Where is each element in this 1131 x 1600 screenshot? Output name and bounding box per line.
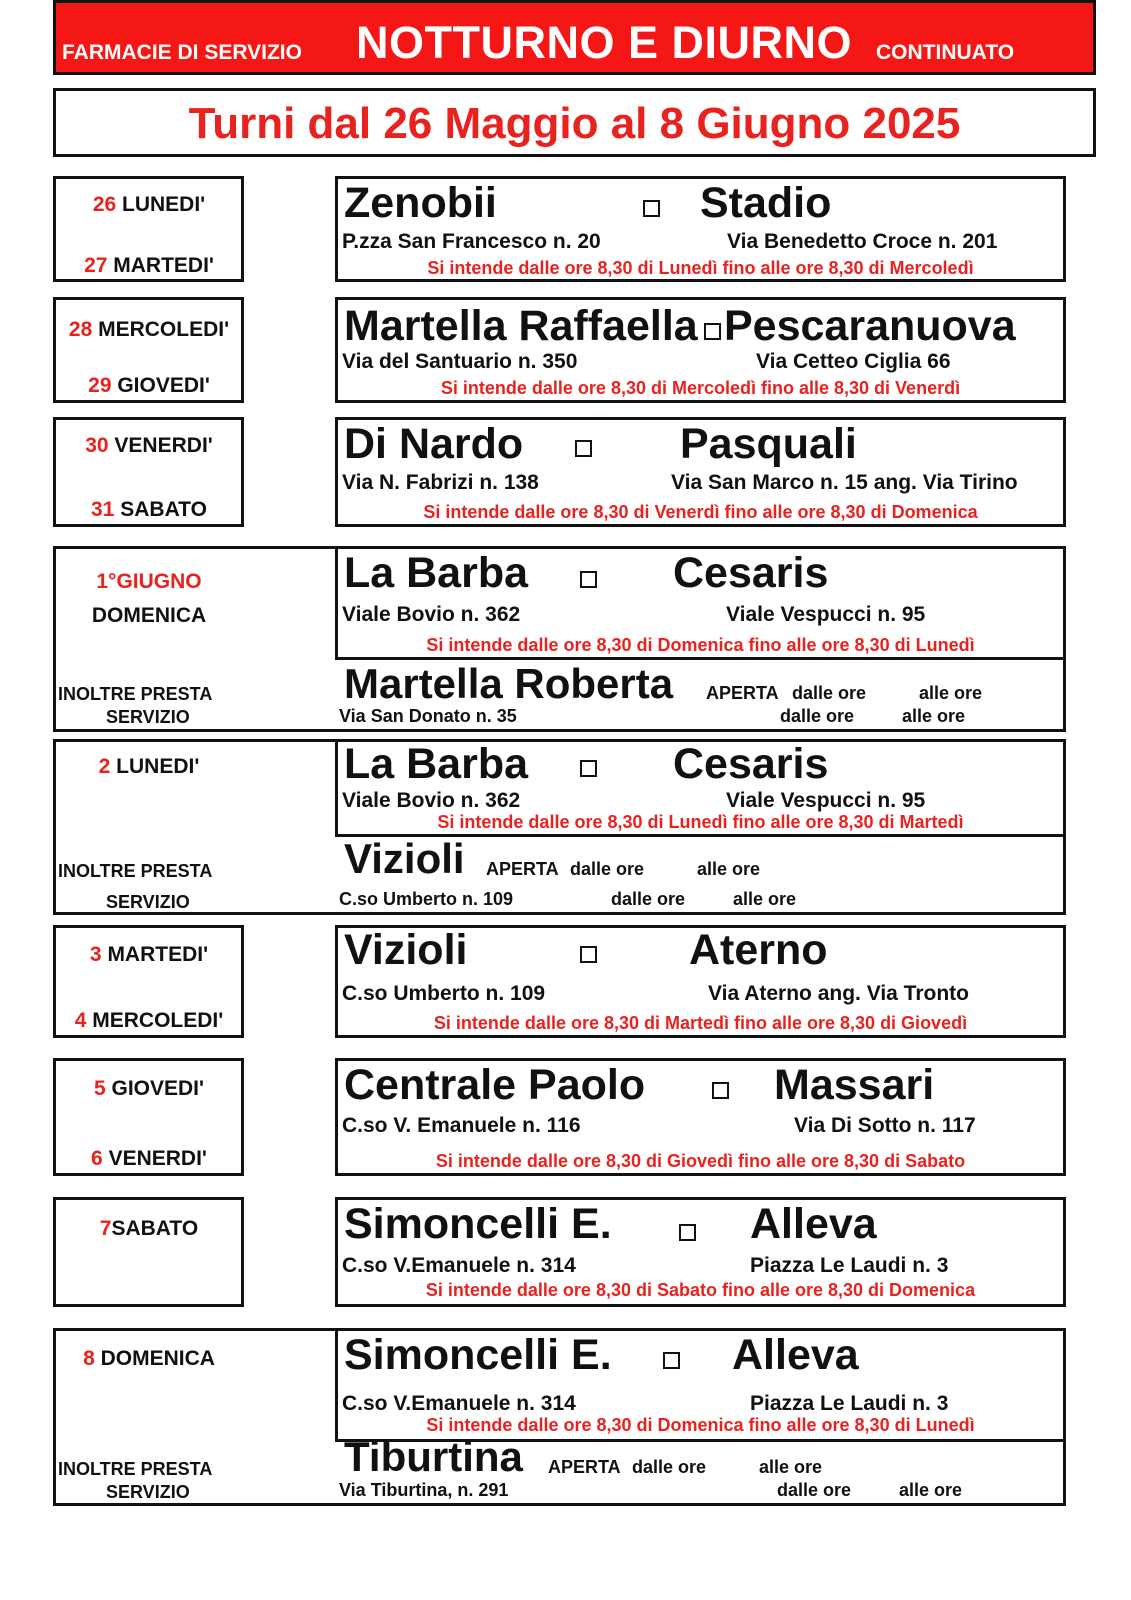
extra-pharmacy-address: C.so Umberto n. 109 xyxy=(339,889,514,909)
pharmacy-a-address: Viale Bovio n. 362 xyxy=(342,789,521,812)
checkbox-icon xyxy=(663,1352,680,1369)
servizio-label: SERVIZIO xyxy=(106,892,190,912)
pharmacy-b-name: Pescaranuova xyxy=(724,302,1016,350)
pharmacy-box xyxy=(335,297,1066,403)
pharmacy-box xyxy=(335,739,1066,837)
pharmacy-b-address: Via San Marco n. 15 ang. Via Tirino xyxy=(671,471,1018,494)
header-right-label: CONTINUATO xyxy=(876,41,1015,64)
day-box xyxy=(53,297,244,403)
period-title: Turni dal 26 Maggio al 8 Giugno 2025 xyxy=(188,99,961,148)
shift-note: Si intende dalle ore 8,30 di Domenica fino alle ore 8,30 di Lunedì xyxy=(426,635,975,655)
alle-ore-label: alle ore xyxy=(759,1457,823,1477)
pharmacy-b-name: Alleva xyxy=(732,1331,859,1379)
inoltre-label: INOLTRE PRESTA xyxy=(58,684,213,704)
day-label: 27 MARTEDI' xyxy=(84,254,214,277)
extra-pharmacy-name: Vizioli xyxy=(344,835,465,882)
pharmacy-b-name: Cesaris xyxy=(673,549,829,597)
alle-ore-label: alle ore xyxy=(899,1480,963,1500)
day-label: 30 VENERDI' xyxy=(85,434,213,457)
checkbox-icon xyxy=(580,571,597,588)
day-label: 6 VENERDI' xyxy=(91,1147,207,1170)
pharmacy-a-address: Viale Bovio n. 362 xyxy=(342,603,521,626)
alle-ore-label: alle ore xyxy=(733,889,797,909)
pharmacy-box xyxy=(335,417,1066,527)
aperta-label: APERTA xyxy=(486,859,559,879)
pharmacy-a-name: Centrale Paolo xyxy=(344,1061,646,1109)
alle-ore-label: alle ore xyxy=(902,706,966,726)
pharmacy-a-address: Via N. Fabrizi n. 138 xyxy=(342,471,539,494)
checkbox-icon xyxy=(679,1224,696,1241)
shift-note: Si intende dalle ore 8,30 di Martedì fino alle ore 8,30 di Giovedì xyxy=(433,1013,968,1033)
alle-ore-label: alle ore xyxy=(919,683,983,703)
dalle-ore-label: dalle ore xyxy=(777,1480,852,1500)
extra-pharmacy-address: Via Tiburtina, n. 291 xyxy=(339,1480,509,1500)
shift-note: Si intende dalle ore 8,30 di Mercoledì fino alle 8,30 di Venerdì xyxy=(440,378,961,398)
pharmacy-b-address: Via Di Sotto n. 117 xyxy=(794,1114,976,1137)
alle-ore-label: alle ore xyxy=(697,859,761,879)
day-label: 7SABATO xyxy=(99,1217,199,1240)
pharmacy-b-address: Piazza Le Laudi n. 3 xyxy=(750,1254,949,1277)
day-label: 4 MERCOLEDI' xyxy=(74,1009,224,1032)
servizio-label: SERVIZIO xyxy=(106,707,190,727)
day-label: 31 SABATO xyxy=(91,498,207,521)
pharmacy-b-address: Via Cetteo Ciglia 66 xyxy=(756,350,951,373)
shift-note: Si intende dalle ore 8,30 di Lunedì fino alle ore 8,30 di Mercoledì xyxy=(427,258,974,278)
day-label: 26 LUNEDI' xyxy=(92,193,206,216)
pharmacy-a-address: C.so V. Emanuele n. 116 xyxy=(342,1114,581,1137)
pharmacy-a-name: Martella Raffaella xyxy=(344,302,698,350)
day-box xyxy=(53,417,244,527)
inoltre-label: INOLTRE PRESTA xyxy=(58,861,213,881)
day-label: DOMENICA xyxy=(91,604,207,627)
day-box xyxy=(53,1058,244,1176)
dalle-ore-label: dalle ore xyxy=(611,889,686,909)
pharmacy-a-address: Via del Santuario n. 350 xyxy=(342,350,578,373)
pharmacy-a-address: C.so V.Emanuele n. 314 xyxy=(342,1392,576,1415)
pharmacy-b-address: Piazza Le Laudi n. 3 xyxy=(750,1392,949,1415)
pharmacy-a-name: Zenobii xyxy=(344,179,497,227)
checkbox-icon xyxy=(580,946,597,963)
header-left-label: FARMACIE DI SERVIZIO xyxy=(62,41,302,64)
day-box xyxy=(53,1197,244,1307)
day-label: 5 GIOVEDI' xyxy=(93,1077,205,1100)
shift-note: Si intende dalle ore 8,30 di Domenica fino alle ore 8,30 di Lunedì xyxy=(426,1415,975,1435)
shift-note: Si intende dalle ore 8,30 di Sabato fino alle ore 8,30 di Domenica xyxy=(425,1280,976,1300)
checkbox-icon xyxy=(643,200,660,217)
pharmacy-a-name: La Barba xyxy=(344,740,529,788)
servizio-label: SERVIZIO xyxy=(106,1482,190,1502)
dalle-ore-label: dalle ore xyxy=(570,859,645,879)
inoltre-label: INOLTRE PRESTA xyxy=(58,1459,213,1479)
aperta-label: APERTA xyxy=(548,1457,621,1477)
day-label: 1°GIUGNO xyxy=(96,570,202,593)
shift-note: Si intende dalle ore 8,30 di Venerdì fino alle ore 8,30 di Domenica xyxy=(423,502,978,522)
pharmacy-b-name: Massari xyxy=(774,1061,935,1109)
pharmacy-b-name: Pasquali xyxy=(680,420,857,468)
day-label: 8 DOMENICA xyxy=(83,1347,215,1370)
pharmacy-box xyxy=(335,176,1066,282)
pharmacy-box xyxy=(335,546,1066,660)
checkbox-icon xyxy=(580,760,597,777)
header-title: NOTTURNO E DIURNO xyxy=(356,17,852,68)
pharmacy-b-address: Viale Vespucci n. 95 xyxy=(726,603,926,626)
aperta-label: APERTA xyxy=(706,683,779,703)
pharmacy-b-name: Alleva xyxy=(750,1200,877,1248)
pharmacy-box xyxy=(335,1197,1066,1307)
checkbox-icon xyxy=(712,1082,729,1099)
day-box xyxy=(53,176,244,282)
extra-pharmacy-name: Martella Roberta xyxy=(344,660,674,707)
pharmacy-b-address: Via Aterno ang. Via Tronto xyxy=(708,982,969,1005)
day-label: 28 MERCOLEDI' xyxy=(68,318,230,341)
pharmacy-box xyxy=(335,925,1066,1038)
period-title-box xyxy=(53,88,1096,157)
extra-pharmacy-address: Via San Donato n. 35 xyxy=(339,706,517,726)
pharmacy-b-name: Cesaris xyxy=(673,740,829,788)
pharmacy-b-name: Aterno xyxy=(689,926,828,974)
pharmacy-b-address: Viale Vespucci n. 95 xyxy=(726,789,926,812)
shift-note: Si intende dalle ore 8,30 di Lunedì fino alle ore 8,30 di Martedì xyxy=(437,812,964,832)
day-label: 29 GIOVEDI' xyxy=(88,374,210,397)
day-label: 3 MARTEDI' xyxy=(89,943,209,966)
pharmacy-a-name: La Barba xyxy=(344,549,529,597)
pharmacy-box xyxy=(335,1058,1066,1176)
pharmacy-a-name: Simoncelli E. xyxy=(344,1331,612,1379)
header-bar xyxy=(53,0,1096,75)
pharmacy-a-name: Simoncelli E. xyxy=(344,1200,612,1248)
pharmacy-a-name: Di Nardo xyxy=(344,420,524,468)
shift-note: Si intende dalle ore 8,30 di Giovedì fino alle ore 8,30 di Sabato xyxy=(435,1151,966,1171)
pharmacy-b-name: Stadio xyxy=(700,179,832,227)
pharmacy-a-address: C.so Umberto n. 109 xyxy=(342,982,546,1005)
day-box xyxy=(53,925,244,1038)
day-label: 2 LUNEDI' xyxy=(98,755,200,778)
pharmacy-a-address: C.so V.Emanuele n. 314 xyxy=(342,1254,576,1277)
pharmacy-a-name: Vizioli xyxy=(344,926,468,974)
pharmacy-b-address: Via Benedetto Croce n. 201 xyxy=(727,230,998,253)
dalle-ore-label: dalle ore xyxy=(792,683,867,703)
dalle-ore-label: dalle ore xyxy=(780,706,855,726)
extra-pharmacy-name: Tiburtina xyxy=(344,1433,523,1480)
checkbox-icon xyxy=(575,440,592,457)
dalle-ore-label: dalle ore xyxy=(632,1457,707,1477)
pharmacy-box xyxy=(335,1328,1066,1442)
pharmacy-a-address: P.zza San Francesco n. 20 xyxy=(342,230,601,253)
checkbox-icon xyxy=(704,323,721,340)
